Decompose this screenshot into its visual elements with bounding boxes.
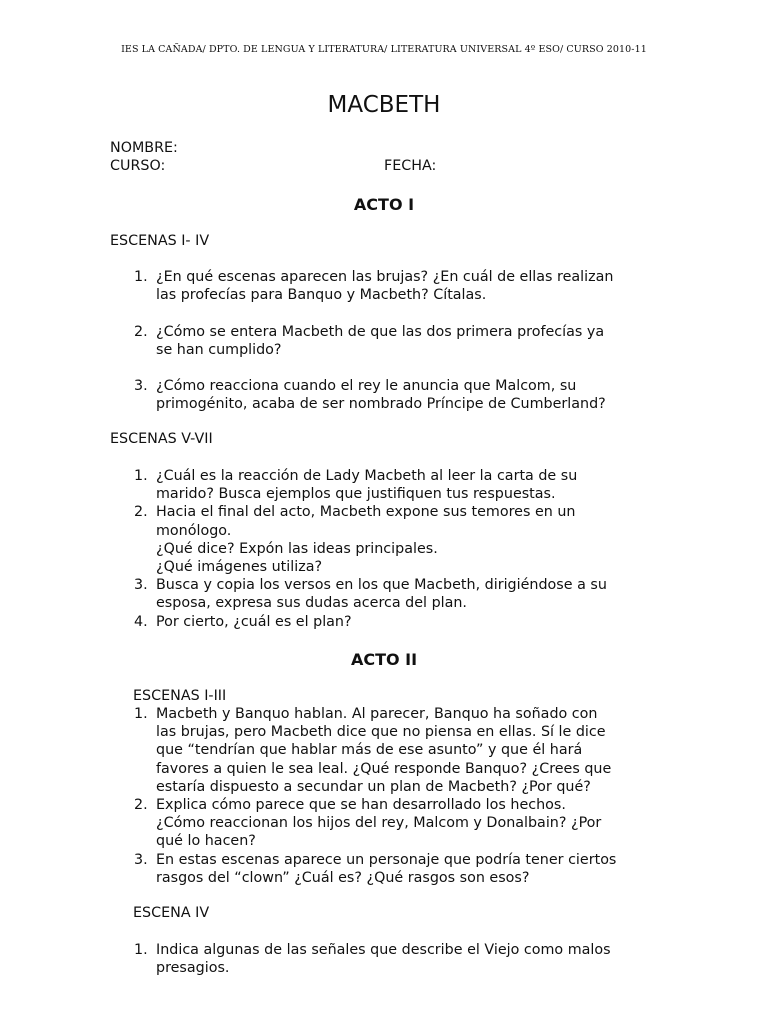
question-text-line: rasgos del “clown” ¿Cuál es? ¿Qué rasgos son esos? [156,869,530,886]
acto-2-heading: ACTO II [350,650,418,669]
question-number: 3. [134,378,148,395]
question-item [110,705,616,796]
question-text-line: marido? Busca ejemplos que justifiquen tus respuestas. [156,486,556,503]
fecha-label: FECHA: [384,158,437,174]
question-item [110,467,607,503]
question-text-line: En estas escenas aparece un personaje que podría tener ciertos [156,851,617,868]
question-number: 4. [134,613,148,630]
question-item [110,323,613,359]
question-number: 1. [134,269,148,285]
question-item [110,796,616,851]
acto-1-section-2-label: ESCENAS V-VII [110,431,213,447]
question-text-line: ¿Cómo reacciona cuando el rey le anuncia que Malcom, su [156,378,577,395]
question-text-line: las profecías para Banquo y Macbeth? Cítalas. [156,287,487,304]
acto-2-section-2-label: ESCENA IV [133,905,210,921]
acto-2-section-1-label: ESCENAS I-III [133,688,227,704]
question-text-line: ¿Cómo se entera Macbeth de que las dos primera profecías ya [156,323,605,340]
question-text-line: ¿En qué escenas aparecen las brujas? ¿En cuál de ellas realizan [156,269,614,285]
document-title: MACBETH [327,92,441,118]
acto-1-section-1-label: ESCENAS I- IV [110,233,210,249]
question-text-line: ¿Qué imágenes utiliza? [156,559,323,576]
question-text-line: qué lo hacen? [156,833,256,850]
question-item [110,613,607,631]
question-item [110,377,613,413]
question-text-line: estaría dispuesto a secundar un plan de Macbeth? ¿Por qué? [156,778,591,795]
question-number: 1. [134,468,148,484]
question-text-line: presagios. [156,960,230,977]
question-item [110,941,611,977]
question-number: 2. [134,797,148,814]
question-text-line: primogénito, acaba de ser nombrado Príncipe de Cumberland? [156,396,606,413]
question-text-line: Macbeth y Banquo hablan. Al parecer, Banquo ha soñado con [156,706,598,722]
question-item [110,268,613,304]
question-item [110,851,616,887]
question-number: 1. [134,942,148,958]
question-number: 1. [134,706,148,722]
question-item [110,503,607,576]
question-text-line: ¿Qué dice? Expón las ideas principales. [156,540,438,557]
question-number: 2. [134,504,148,521]
question-number: 3. [134,577,148,594]
question-text-line: se han cumplido? [156,341,282,358]
question-text-line: esposa, expresa sus dudas acerca del plan. [156,595,467,612]
question-text-line: que “tendrían que hablar más de ese asunto” y que él hará [156,742,583,759]
question-text-line: Por cierto, ¿cuál es el plan? [156,613,352,630]
question-number: 2. [134,323,148,340]
acto-1-heading: ACTO I [353,195,415,214]
question-number: 3. [134,851,148,868]
document-header: IES LA CAÑADA/ DPTO. DE LENGUA Y LITERATURA/ LITERATURA UNIVERSAL 4º ESO/ CURSO 2010-11 [121,44,647,55]
question-item [110,576,607,612]
nombre-label: NOMBRE: [110,140,178,156]
acto-1-section-1-list [110,268,613,432]
acto-2-section-2-list [110,941,611,977]
question-text-line: las brujas, pero Macbeth dice que no piensa en ellas. Sí le dice [156,724,606,741]
acto-2-section-1-list [110,705,616,887]
question-text-line: Indica algunas de las señales que describe el Viejo como malos [156,942,611,958]
question-text-line: Hacia el final del acto, Macbeth expone sus temores en un [156,504,576,521]
acto-1-section-2-list [110,467,607,631]
curso-label: CURSO: [110,158,166,174]
question-text-line: Busca y copia los versos en los que Macbeth, dirigiéndose a su [156,577,607,594]
question-text-line: favores a quien le sea leal. ¿Qué responde Banquo? ¿Crees que [156,760,612,777]
question-text-line: ¿Cómo reaccionan los hijos del rey, Malcom y Donalbain? ¿Por [156,815,602,832]
question-text-line: monólogo. [156,522,232,539]
question-text-line: Explica cómo parece que se han desarrollado los hechos. [156,797,566,814]
question-text-line: ¿Cuál es la reacción de Lady Macbeth al leer la carta de su [156,468,578,484]
